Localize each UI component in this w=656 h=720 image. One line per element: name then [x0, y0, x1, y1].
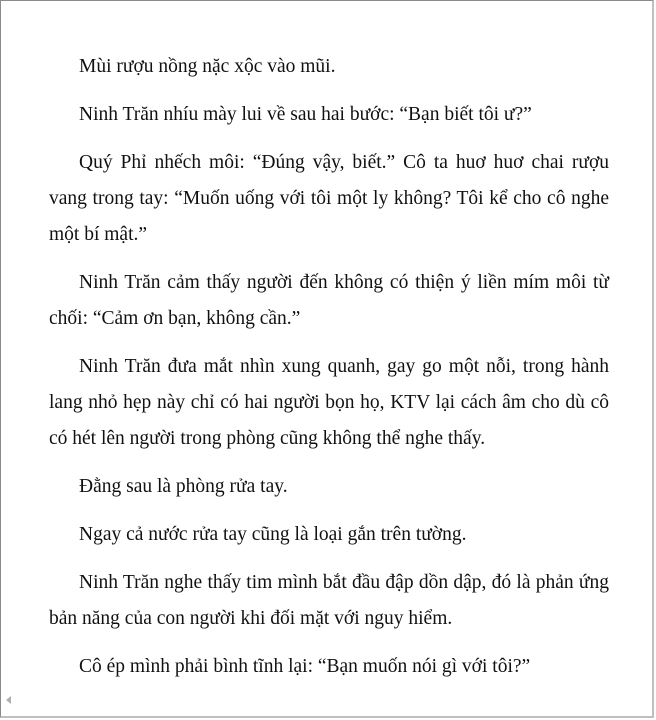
paragraph: Đằng sau là phòng rửa tay.	[79, 476, 288, 497]
document-body	[49, 49, 609, 697]
paragraph: Ngay cả nước rửa tay cũng là loại gắn trên tường.	[79, 524, 467, 545]
paragraph: Ninh Trăn cảm thấy người đến không có thiện ý liền mím môi từ chối: “Cảm ơn bạn, không cần.”	[49, 272, 609, 329]
paragraph: Cô ép mình phải bình tĩnh lại: “Bạn muốn nói gì với tôi?”	[79, 656, 531, 677]
paragraph: Quý Phỉ nhếch môi: “Đúng vậy, biết.” Cô ta huơ huơ chai rượu vang trong tay: “Muốn uống với tôi một ly không? Tôi kể cho cô nghe một bí mật.”	[49, 152, 609, 245]
left-arrow-icon-graphic	[3, 694, 15, 706]
paragraph: Mùi rượu nồng nặc xộc vào mũi.	[79, 56, 336, 77]
left-arrow-icon[interactable]	[3, 694, 15, 706]
paragraph: Ninh Trăn nghe thấy tim mình bắt đầu đập dồn dập, đó là phản ứng bản năng của con người khi đối mặt với nguy hiểm.	[49, 572, 609, 629]
paragraph: Ninh Trăn nhíu mày lui về sau hai bước: “Bạn biết tôi ư?”	[79, 104, 532, 125]
paragraph: Ninh Trăn đưa mắt nhìn xung quanh, gay go một nỗi, trong hành lang nhỏ hẹp này chỉ có hai người bọn họ, KTV lại cách âm cho dù cô có hét lên người trong phòng cũng không thể nghe thấy.	[49, 356, 609, 449]
